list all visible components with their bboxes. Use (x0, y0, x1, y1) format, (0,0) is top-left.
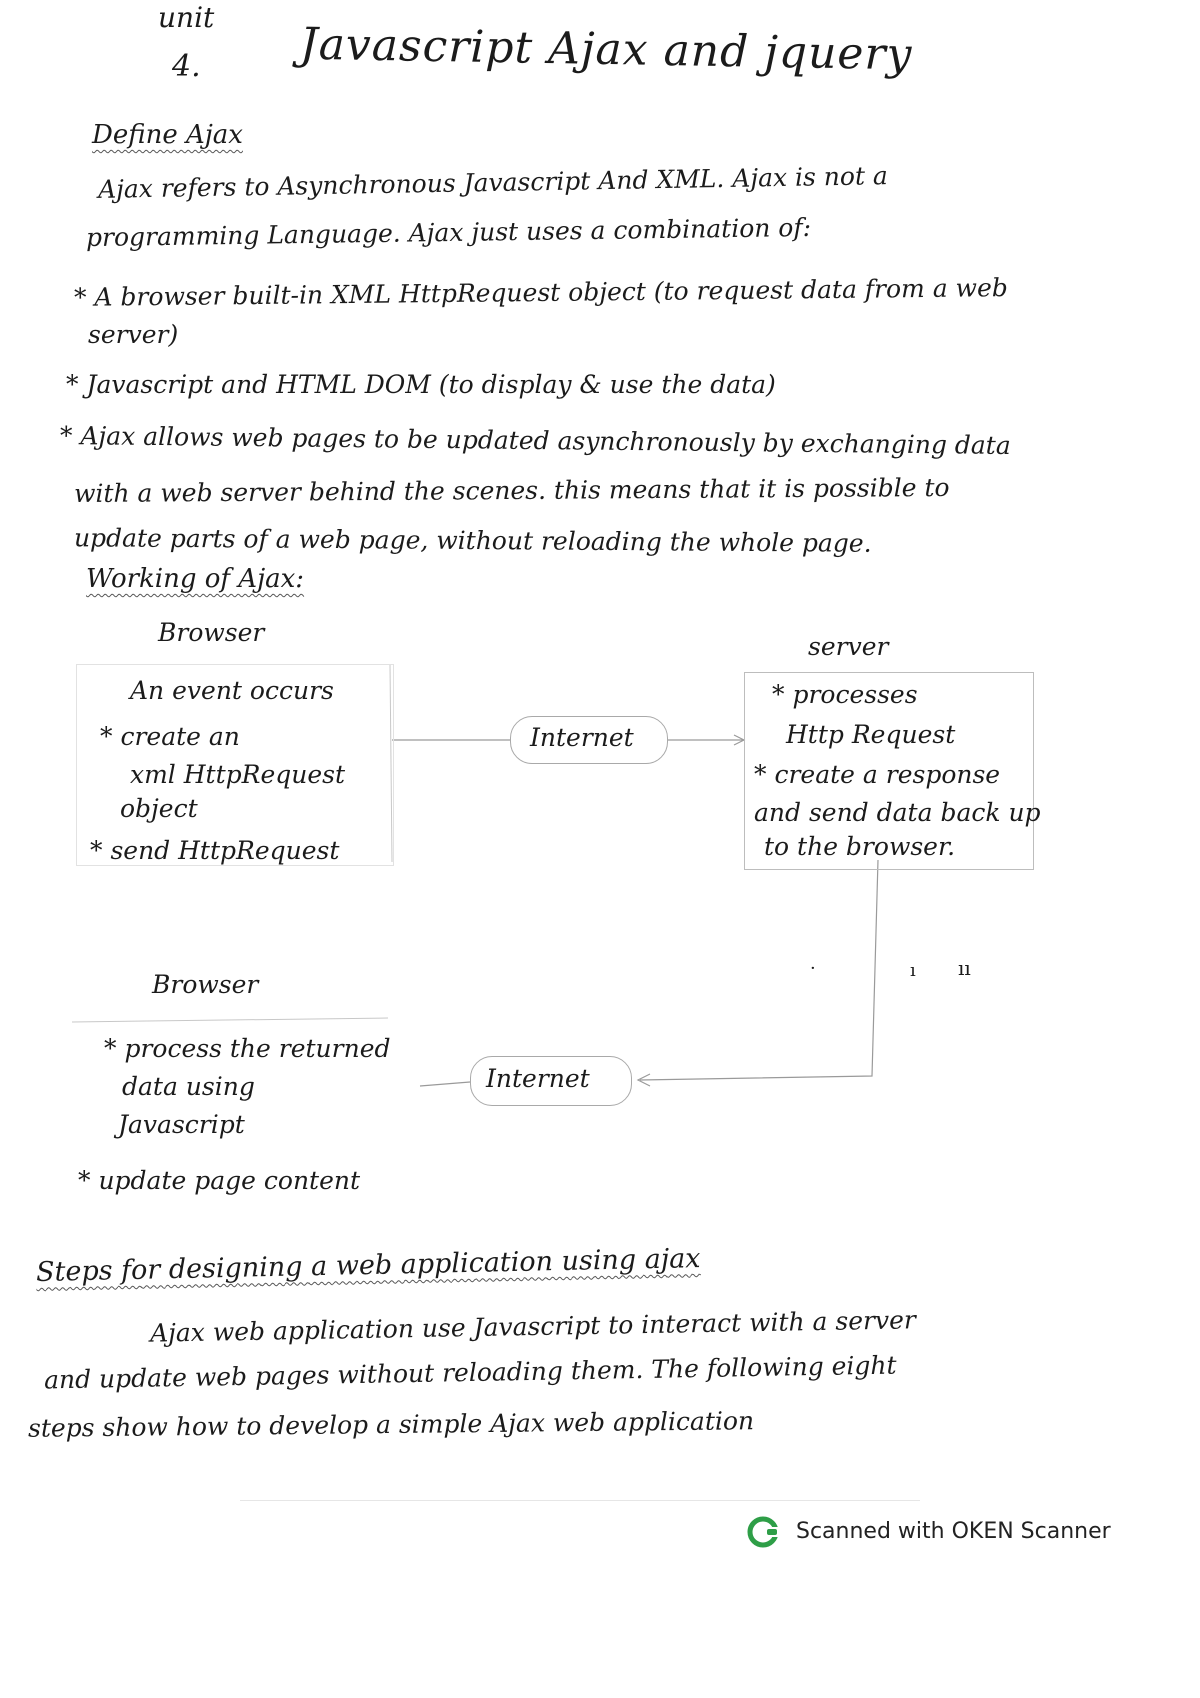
working-heading: Working of Ajax: (86, 564, 305, 594)
browser-bottom-line-2: data using (122, 1072, 255, 1101)
steps-line-1: Ajax web application use Javascript to interact with a server (149, 1305, 917, 1348)
steps-line-2: and update web pages without reloading them. The following eight (43, 1350, 897, 1395)
browser-bottom-line-3: Javascript (118, 1110, 245, 1139)
pen-mark: · (810, 958, 816, 979)
define-line-6: * Ajax allows web pages to be updated asynchronously by exchanging data (59, 421, 1011, 460)
define-line-3: * A browser built-in XML HttpRequest object (to request data from a web (73, 273, 1008, 312)
browser-top-line-3: xml HttpRequest (130, 760, 346, 789)
define-line-8: update parts of a web page, without reloading the whole page. (73, 523, 872, 558)
page-bottom-rule (240, 1500, 920, 1501)
browser-top-line-4: object (120, 794, 198, 823)
define-ajax-heading: Define Ajax (92, 120, 243, 150)
server-line-1: * processes (772, 680, 918, 709)
define-line-1: Ajax refers to Asynchronous Javascript And XML. Ajax is not a (97, 161, 889, 204)
define-line-7: with a web server behind the scenes. this means that it is possible to (73, 472, 950, 509)
steps-heading: Steps for designing a web application using ajax (35, 1243, 701, 1288)
internet-top-label: Internet (530, 723, 634, 752)
unit-number: 4. (172, 49, 201, 84)
define-line-2: programming Language. Ajax just uses a combination of: (85, 212, 812, 253)
browser-top-line-1: An event occurs (130, 676, 334, 705)
server-line-4: and send data back up (754, 798, 1041, 827)
unit-label: unit (158, 1, 215, 34)
browser-top-label: Browser (158, 618, 265, 647)
browser-bottom-line-1: * process the returned (104, 1034, 391, 1063)
scanner-watermark: Scanned with OKEN Scanner (796, 1519, 1111, 1544)
server-line-5: to the browser. (764, 832, 956, 861)
browser-bottom-label: Browser (152, 970, 259, 999)
server-label: server (808, 632, 889, 661)
pen-mark: ı (910, 960, 916, 981)
browser-top-line-5: * send HttpRequest (90, 836, 340, 865)
server-line-3: * create a response (754, 760, 1001, 789)
define-line-4: server) (88, 320, 179, 349)
browser-top-line-2: * create an (100, 722, 240, 751)
browser-bottom-line-4: * update page content (78, 1166, 361, 1195)
steps-line-3: steps show how to develop a simple Ajax web application (27, 1406, 755, 1443)
define-line-5: * Javascript and HTML DOM (to display & use the data) (66, 370, 776, 399)
pen-mark: ıı (958, 956, 971, 980)
internet-bottom-label: Internet (486, 1064, 590, 1093)
server-line-2: Http Request (786, 720, 956, 749)
page-title: Javascript Ajax and jquery (299, 18, 913, 81)
oken-logo-icon (746, 1514, 782, 1550)
